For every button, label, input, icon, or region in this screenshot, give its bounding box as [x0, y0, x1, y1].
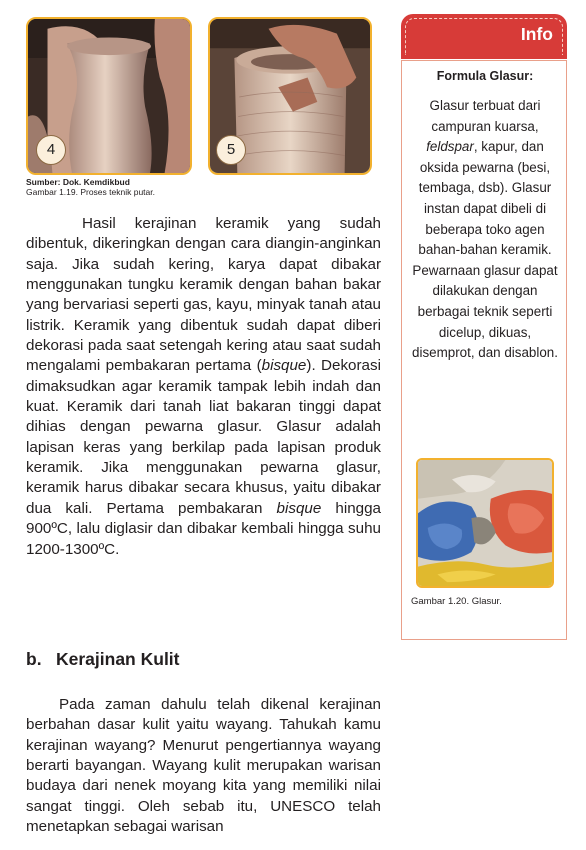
section-heading-b: [26, 649, 180, 670]
info-tab: [401, 14, 567, 59]
pottery-wheel-photo-5: [208, 17, 372, 175]
info-subtitle: Formula Glasur:: [436, 69, 534, 83]
photo-number-badge: 5: [216, 135, 246, 165]
glaze-powder-photo: [416, 458, 554, 588]
pottery-wheel-photo-4: [26, 17, 192, 175]
info-label: Info: [520, 24, 553, 44]
photo-number-badge: 4: [36, 135, 66, 165]
body-paragraph-1: Hasil kerajinan keramik yang sudah dibentuk, dikeringkan dengan cara diangin-anginkan saja. Jika sudah kering, karya dapat dibakar menggunakan tungku keramik dengan bahan bakar yang bervariasi seperti gas, kayu, minyak tanah atau listrik. Keramik yang dibentuk sudah dapat diberi dekorasi pada saat setengah kering atau saat sudah mengalami pembakaran pertama (bisque). Dekorasi dimaksudkan agar keramik tampak lebih indah dan kuat. Keramik dari tanah liat bakaran tinggi dapat dihias dengan pewarna glasur. Glasur adalah lapisan keras yang berkilap pada lapisan produk keramik. Jika menggunakan pewarna glasur, keramik harus dibakar secara khusus, yaitu dibakar dua kali. Pertama pembakaran bisque hingga 900ºC, lalu diglasir dan dibakar kembali hingga suhu 1200-1300ºC.: [26, 215, 381, 558]
glaze-powders-image: [418, 460, 552, 586]
info-box: [401, 60, 567, 640]
figure-caption-1-19: Gambar 1.19. Proses teknik putar.: [26, 187, 155, 197]
info-text: Glasur terbuat dari campuran kuarsa, feldspar, kapur, dan oksida pewarna (besi, tembaga, dsb). Glasur instan dapat dibeli di beberapa toko agen bahan-bahan keramik. Pewarnaan glasur dapat dilakukan dengan berbagai teknik seperti dicelup, dikuas, disemprot, dan disablon.: [412, 98, 558, 361]
section-letter: b.: [26, 649, 42, 669]
body-paragraph-2: Pada zaman dahulu telah dikenal kerajinan berbahan dasar kulit yaitu wayang. Tahukah kamu kerajinan wayang? Menurut pengertiannya wayang berarti bayangan. Wayang kulit merupakan warisan budaya dari nenek moyang kita yang memiliki nilai sangat tinggi. Oleh sebab itu, UNESCO telah menetapkan sebagai warisan: [26, 696, 381, 836]
section-title: Kerajinan Kulit: [56, 649, 180, 669]
figure-caption-1-20: Gambar 1.20. Glasur.: [411, 596, 502, 607]
figure-source: Sumber: Dok. Kemdikbud: [26, 177, 130, 187]
